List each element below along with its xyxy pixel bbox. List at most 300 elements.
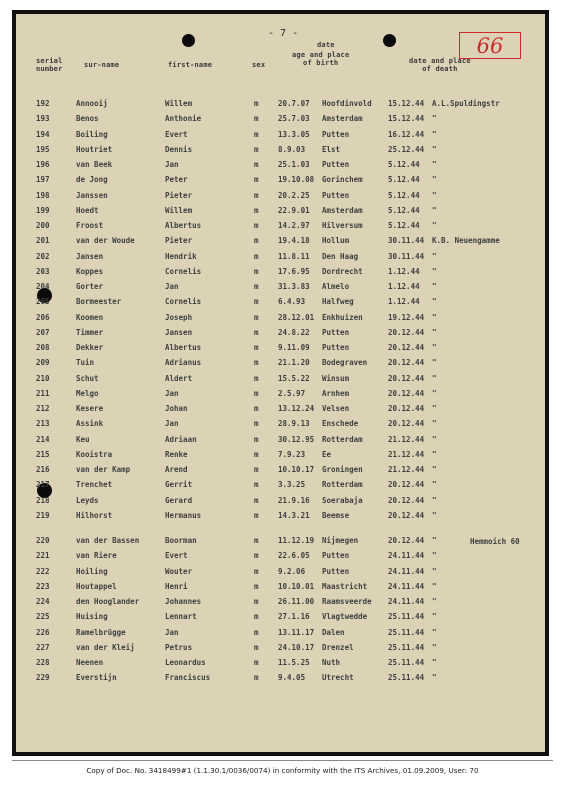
surname-cell: Melgo xyxy=(76,388,99,398)
death-date-cell: 20.12.44 xyxy=(388,373,425,383)
serial-number-cell: 194 xyxy=(36,129,50,139)
birth-place-cell: Vlagtwedde xyxy=(322,612,368,622)
table-row xyxy=(16,371,545,385)
birth-place-cell: Groningen xyxy=(322,465,363,474)
birth-place-cell: Putten xyxy=(322,160,350,169)
first-name-cell: Gerrit xyxy=(165,480,193,490)
first-name-cell: Cornelis xyxy=(165,297,202,307)
table-row xyxy=(16,249,545,263)
surname-cell: den Hooglander xyxy=(76,597,140,606)
death-date-cell: 25.12.44 xyxy=(388,144,425,154)
sex-cell: m xyxy=(254,327,259,337)
death-date-cell: 24.11.44 xyxy=(388,597,425,606)
table-row xyxy=(16,594,545,608)
death-date-cell: 5.12.44 xyxy=(388,175,420,185)
surname-cell: Leyds xyxy=(76,495,99,505)
death-date-cell: 20.12.44 xyxy=(388,404,425,413)
surname-cell: Houtappel xyxy=(76,581,117,591)
birth-place-cell: Maastricht xyxy=(322,581,368,591)
serial-number-cell: 216 xyxy=(36,465,50,474)
birth-place-cell: Putten xyxy=(322,343,350,352)
death-place-cell: " xyxy=(432,434,437,444)
birth-place-cell: Raamsveerde xyxy=(322,597,372,606)
serial-number-cell: 229 xyxy=(36,673,50,683)
header-death: date and place of death xyxy=(409,57,471,73)
first-name-cell: Adriaan xyxy=(165,434,197,444)
death-date-cell: 20.12.44 xyxy=(388,510,425,520)
sex-cell: m xyxy=(254,480,259,490)
punch-hole-top-left xyxy=(182,34,195,47)
sex-cell: m xyxy=(254,536,259,545)
first-name-cell: Evert xyxy=(165,129,188,139)
death-place-cell: " xyxy=(432,404,437,413)
punch-hole-top-right xyxy=(383,34,396,47)
surname-cell: Bormeester xyxy=(76,297,122,307)
death-date-cell: 5.12.44 xyxy=(388,190,420,200)
serial-number-cell: 215 xyxy=(36,449,50,459)
table-row xyxy=(16,157,545,171)
death-place-cell: " xyxy=(432,419,437,429)
birth-place-cell: Velsen xyxy=(322,404,350,413)
surname-cell: Assink xyxy=(76,419,104,429)
death-date-cell: 1.12.44 xyxy=(388,266,420,276)
birth-place-cell: Drenzel xyxy=(322,642,354,652)
sex-cell: m xyxy=(254,658,259,667)
serial-number-cell: 199 xyxy=(36,205,50,215)
sex-cell: m xyxy=(254,627,259,637)
birth-place-cell: Rotterdam xyxy=(322,480,363,490)
serial-number-cell: 201 xyxy=(36,236,50,246)
serial-number-cell: 214 xyxy=(36,434,50,444)
first-name-cell: Boorman xyxy=(165,536,197,545)
first-name-cell: Evert xyxy=(165,551,188,561)
first-name-cell: Jan xyxy=(165,388,179,398)
table-row xyxy=(16,294,545,308)
surname-cell: van der Bassen xyxy=(76,536,140,545)
first-name-cell: Jan xyxy=(165,627,179,637)
serial-number-cell: 213 xyxy=(36,419,50,429)
birth-date-cell: 19.4.18 xyxy=(278,236,310,246)
serial-number-cell: 227 xyxy=(36,642,50,652)
birth-place-cell: Halfweg xyxy=(322,297,354,307)
death-place-cell: " xyxy=(432,297,437,307)
table-row xyxy=(16,508,545,522)
surname-cell: Ramelbrügge xyxy=(76,627,126,637)
birth-place-cell: Elst xyxy=(322,144,341,154)
sex-cell: m xyxy=(254,434,259,444)
birth-place-cell: Arnhem xyxy=(322,388,350,398)
death-place-cell: " xyxy=(432,673,437,683)
death-place-cell: " xyxy=(432,480,437,490)
death-place-cell: " xyxy=(432,221,437,230)
table-row xyxy=(16,310,545,324)
death-place-cell: " xyxy=(432,129,437,139)
birth-date-cell: 25.1.03 xyxy=(278,160,310,169)
first-name-cell: Albertus xyxy=(165,221,202,230)
death-place-cell: " xyxy=(432,566,437,576)
surname-cell: Jansen xyxy=(76,251,104,261)
surname-cell: van der Kleij xyxy=(76,642,135,652)
death-date-cell: 5.12.44 xyxy=(388,221,420,230)
first-name-cell: Cornelis xyxy=(165,266,202,276)
first-name-cell: Hermanus xyxy=(165,510,202,520)
death-date-cell: 19.12.44 xyxy=(388,312,425,322)
serial-number-cell: 206 xyxy=(36,312,50,322)
table-row xyxy=(16,655,545,669)
surname-cell: van Beek xyxy=(76,160,113,169)
birth-date-cell: 20.7.07 xyxy=(278,99,310,108)
table-row xyxy=(16,416,545,430)
first-name-cell: Dennis xyxy=(165,144,193,154)
serial-number-cell: 197 xyxy=(36,175,50,185)
birth-date-cell: 28.12.01 xyxy=(278,312,315,322)
serial-number-cell: 224 xyxy=(36,597,50,606)
birth-place-cell: Nijmegen xyxy=(322,536,359,545)
sex-cell: m xyxy=(254,419,259,429)
surname-cell: Timmer xyxy=(76,327,104,337)
surname-cell: van der Woude xyxy=(76,236,135,246)
first-name-cell: Jan xyxy=(165,282,179,291)
birth-date-cell: 9.2.06 xyxy=(278,566,306,576)
header-serial: serial number xyxy=(36,57,63,73)
table-row xyxy=(16,233,545,247)
death-place-cell: " xyxy=(432,327,437,337)
serial-number-cell: 203 xyxy=(36,266,50,276)
serial-number-cell: 222 xyxy=(36,566,50,576)
serial-number-cell: 198 xyxy=(36,190,50,200)
sex-cell: m xyxy=(254,266,259,276)
first-name-cell: Renke xyxy=(165,449,188,459)
table-row xyxy=(16,401,545,415)
table-row xyxy=(16,96,545,110)
death-place-cell: " xyxy=(432,205,437,215)
death-place-cell: " xyxy=(432,190,437,200)
birth-date-cell: 17.6.95 xyxy=(278,266,310,276)
marginal-note: Hemmoich 60 xyxy=(470,537,520,546)
table-row xyxy=(16,625,545,639)
table-row xyxy=(16,386,545,400)
surname-cell: van Riere xyxy=(76,551,117,561)
header-date: date xyxy=(317,41,335,49)
birth-date-cell: 3.3.25 xyxy=(278,480,306,490)
serial-number-cell: 196 xyxy=(36,160,50,169)
birth-date-cell: 14.3.21 xyxy=(278,510,310,520)
surname-cell: de Jong xyxy=(76,175,108,185)
birth-place-cell: Beemse xyxy=(322,510,350,520)
birth-date-cell: 31.3.83 xyxy=(278,282,310,291)
sex-cell: m xyxy=(254,358,259,368)
surname-cell: Koomen xyxy=(76,312,104,322)
death-date-cell: 15.12.44 xyxy=(388,114,425,124)
first-name-cell: Aldert xyxy=(165,373,193,383)
death-date-cell: 24.11.44 xyxy=(388,581,425,591)
birth-date-cell: 2.5.97 xyxy=(278,388,306,398)
table-row xyxy=(16,447,545,461)
serial-number-cell: 226 xyxy=(36,627,50,637)
table-row xyxy=(16,548,545,562)
table-row xyxy=(16,203,545,217)
death-date-cell: 20.12.44 xyxy=(388,343,425,352)
death-date-cell: 20.12.44 xyxy=(388,536,425,545)
table-row xyxy=(16,340,545,354)
surname-cell: Boiling xyxy=(76,129,108,139)
serial-number-cell: 210 xyxy=(36,373,50,383)
first-name-cell: Peter xyxy=(165,175,188,185)
sex-cell: m xyxy=(254,673,259,683)
table-row xyxy=(16,477,545,491)
birth-place-cell: Utrecht xyxy=(322,673,354,683)
first-name-cell: Lennart xyxy=(165,612,197,622)
serial-number-cell: 211 xyxy=(36,388,50,398)
death-date-cell: 21.12.44 xyxy=(388,434,425,444)
table-row xyxy=(16,218,545,232)
birth-date-cell: 10.10.17 xyxy=(278,465,315,474)
death-date-cell: 24.11.44 xyxy=(388,566,425,576)
first-name-cell: Jan xyxy=(165,160,179,169)
birth-place-cell: Amsterdam xyxy=(322,114,363,124)
death-date-cell: 20.12.44 xyxy=(388,495,425,505)
sex-cell: m xyxy=(254,597,259,606)
birth-place-cell: Gorinchem xyxy=(322,175,363,185)
surname-cell: Froost xyxy=(76,221,104,230)
sex-cell: m xyxy=(254,160,259,169)
death-place-cell: " xyxy=(432,160,437,169)
death-place-cell: " xyxy=(432,581,437,591)
header-sex: sex xyxy=(252,61,266,69)
table-row xyxy=(16,670,545,684)
death-date-cell: 24.11.44 xyxy=(388,551,425,561)
birth-date-cell: 28.9.13 xyxy=(278,419,310,429)
document-page xyxy=(12,10,549,756)
birth-date-cell: 13.3.05 xyxy=(278,129,310,139)
birth-place-cell: Dordrecht xyxy=(322,266,363,276)
serial-number-cell: 207 xyxy=(36,327,50,337)
archive-stamp: 66 xyxy=(459,32,521,59)
birth-date-cell: 20.2.25 xyxy=(278,190,310,200)
birth-place-cell: Almelo xyxy=(322,282,350,291)
serial-number-cell: 204 xyxy=(36,282,50,291)
birth-place-cell: Enkhuizen xyxy=(322,312,363,322)
birth-date-cell: 14.2.97 xyxy=(278,221,310,230)
death-place-cell: " xyxy=(432,612,437,622)
birth-place-cell: Dalen xyxy=(322,627,345,637)
sex-cell: m xyxy=(254,175,259,185)
surname-cell: Hoiling xyxy=(76,566,108,576)
sex-cell: m xyxy=(254,642,259,652)
death-date-cell: 20.12.44 xyxy=(388,388,425,398)
death-date-cell: 20.12.44 xyxy=(388,358,425,368)
death-date-cell: 25.11.44 xyxy=(388,642,425,652)
table-row xyxy=(16,142,545,156)
serial-number-cell: 205 xyxy=(36,297,50,307)
first-name-cell: Willem xyxy=(165,205,193,215)
birth-place-cell: Ee xyxy=(322,449,332,459)
sex-cell: m xyxy=(254,236,259,246)
birth-place-cell: Nuth xyxy=(322,658,341,667)
first-name-cell: Willem xyxy=(165,99,193,108)
death-date-cell: 5.12.44 xyxy=(388,160,420,169)
death-date-cell: 5.12.44 xyxy=(388,205,420,215)
birth-date-cell: 26.11.00 xyxy=(278,597,315,606)
serial-number-cell: 202 xyxy=(36,251,50,261)
table-row xyxy=(16,533,545,547)
surname-cell: Huising xyxy=(76,612,108,622)
serial-number-cell: 220 xyxy=(36,536,50,545)
death-place-cell: " xyxy=(432,597,437,606)
table-row xyxy=(16,127,545,141)
header-birth: age and place of birth xyxy=(292,51,350,67)
sex-cell: m xyxy=(254,190,259,200)
serial-number-cell: 208 xyxy=(36,343,50,352)
birth-date-cell: 9.4.05 xyxy=(278,673,306,683)
sex-cell: m xyxy=(254,205,259,215)
birth-place-cell: Den Haag xyxy=(322,251,359,261)
serial-number-cell: 217 xyxy=(36,480,50,490)
birth-place-cell: Putten xyxy=(322,129,350,139)
death-place-cell: A.L.Spuldingstr xyxy=(432,99,500,108)
sex-cell: m xyxy=(254,465,259,474)
sex-cell: m xyxy=(254,581,259,591)
birth-date-cell: 9.11.09 xyxy=(278,343,310,352)
death-place-cell: " xyxy=(432,358,437,368)
death-date-cell: 20.12.44 xyxy=(388,480,425,490)
death-place-cell: " xyxy=(432,551,437,561)
birth-place-cell: Putten xyxy=(322,551,350,561)
death-place-cell: " xyxy=(432,658,437,667)
surname-cell: Dekker xyxy=(76,343,104,352)
death-place-cell: " xyxy=(432,144,437,154)
birth-date-cell: 15.5.22 xyxy=(278,373,310,383)
table-row xyxy=(16,355,545,369)
surname-cell: Keu xyxy=(76,434,90,444)
birth-date-cell: 11.5.25 xyxy=(278,658,310,667)
table-row xyxy=(16,264,545,278)
birth-place-cell: Soerabaja xyxy=(322,495,363,505)
birth-place-cell: Putten xyxy=(322,566,350,576)
sex-cell: m xyxy=(254,551,259,561)
table-row xyxy=(16,279,545,293)
birth-place-cell: Putten xyxy=(322,190,350,200)
sex-cell: m xyxy=(254,221,259,230)
table-row xyxy=(16,640,545,654)
birth-place-cell: Winsum xyxy=(322,373,350,383)
birth-place-cell: Hoofdinvold xyxy=(322,99,372,108)
birth-place-cell: Hilversum xyxy=(322,221,363,230)
death-place-cell: " xyxy=(432,114,437,124)
surname-cell: Benos xyxy=(76,114,99,124)
death-place-cell: " xyxy=(432,627,437,637)
serial-number-cell: 218 xyxy=(36,495,50,505)
death-date-cell: 20.12.44 xyxy=(388,327,425,337)
first-name-cell: Gerard xyxy=(165,495,193,505)
birth-date-cell: 8.9.03 xyxy=(278,144,306,154)
table-row xyxy=(16,579,545,593)
birth-place-cell: Rotterdam xyxy=(322,434,363,444)
death-date-cell: 16.12.44 xyxy=(388,129,425,139)
death-date-cell: 30.11.44 xyxy=(388,251,425,261)
birth-date-cell: 10.10.01 xyxy=(278,581,315,591)
table-row xyxy=(16,325,545,339)
first-name-cell: Hendrik xyxy=(165,251,197,261)
first-name-cell: Henri xyxy=(165,581,188,591)
birth-date-cell: 21.1.20 xyxy=(278,358,310,368)
first-name-cell: Pieter xyxy=(165,190,193,200)
first-name-cell: Wouter xyxy=(165,566,193,576)
birth-date-cell: 13.11.17 xyxy=(278,627,315,637)
first-name-cell: Johannes xyxy=(165,597,202,606)
birth-place-cell: Enschede xyxy=(322,419,359,429)
birth-date-cell: 25.7.03 xyxy=(278,114,310,124)
surname-cell: Schut xyxy=(76,373,99,383)
sex-cell: m xyxy=(254,312,259,322)
serial-number-cell: 228 xyxy=(36,658,50,667)
surname-cell: Janssen xyxy=(76,190,108,200)
first-name-cell: Jan xyxy=(165,419,179,429)
death-place-cell: " xyxy=(432,449,437,459)
surname-cell: Kesere xyxy=(76,404,104,413)
death-place-cell: " xyxy=(432,510,437,520)
surname-cell: Koppes xyxy=(76,266,104,276)
sex-cell: m xyxy=(254,343,259,352)
surname-cell: van der Kamp xyxy=(76,465,131,474)
sex-cell: m xyxy=(254,129,259,139)
birth-place-cell: Hollum xyxy=(322,236,350,246)
first-name-cell: Leonardus xyxy=(165,658,206,667)
sex-cell: m xyxy=(254,297,259,307)
death-date-cell: 1.12.44 xyxy=(388,282,420,291)
death-place-cell: " xyxy=(432,282,437,291)
death-date-cell: 20.12.44 xyxy=(388,419,425,429)
first-name-cell: Pieter xyxy=(165,236,193,246)
header-surname: sur-name xyxy=(84,61,120,69)
serial-number-cell: 192 xyxy=(36,99,50,108)
death-place-cell: " xyxy=(432,373,437,383)
serial-number-cell: 200 xyxy=(36,221,50,230)
birth-place-cell: Putten xyxy=(322,327,350,337)
death-place-cell: " xyxy=(432,536,437,545)
serial-number-cell: 209 xyxy=(36,358,50,368)
sex-cell: m xyxy=(254,449,259,459)
birth-date-cell: 7.9.23 xyxy=(278,449,306,459)
first-name-cell: Arend xyxy=(165,465,188,474)
birth-place-cell: Amsterdam xyxy=(322,205,363,215)
serial-number-cell: 221 xyxy=(36,551,50,561)
serial-number-cell: 193 xyxy=(36,114,50,124)
first-name-cell: Franciscus xyxy=(165,673,211,683)
death-date-cell: 30.11.44 xyxy=(388,236,425,246)
footer-rule xyxy=(12,760,553,761)
death-date-cell: 21.12.44 xyxy=(388,449,425,459)
birth-date-cell: 11.8.11 xyxy=(278,251,310,261)
surname-cell: Tuin xyxy=(76,358,95,368)
death-place-cell: K.B. Neuengamme xyxy=(432,236,500,246)
serial-number-cell: 225 xyxy=(36,612,50,622)
birth-date-cell: 22.9.01 xyxy=(278,205,310,215)
birth-date-cell: 24.8.22 xyxy=(278,327,310,337)
birth-date-cell: 6.4.93 xyxy=(278,297,306,307)
sex-cell: m xyxy=(254,612,259,622)
table-row xyxy=(16,609,545,623)
death-date-cell: 25.11.44 xyxy=(388,658,425,667)
death-date-cell: 15.12.44 xyxy=(388,99,425,108)
table-row xyxy=(16,462,545,476)
death-place-cell: " xyxy=(432,642,437,652)
sex-cell: m xyxy=(254,99,259,108)
sex-cell: m xyxy=(254,373,259,383)
death-place-cell: " xyxy=(432,388,437,398)
death-date-cell: 21.12.44 xyxy=(388,465,425,474)
table-row xyxy=(16,564,545,578)
